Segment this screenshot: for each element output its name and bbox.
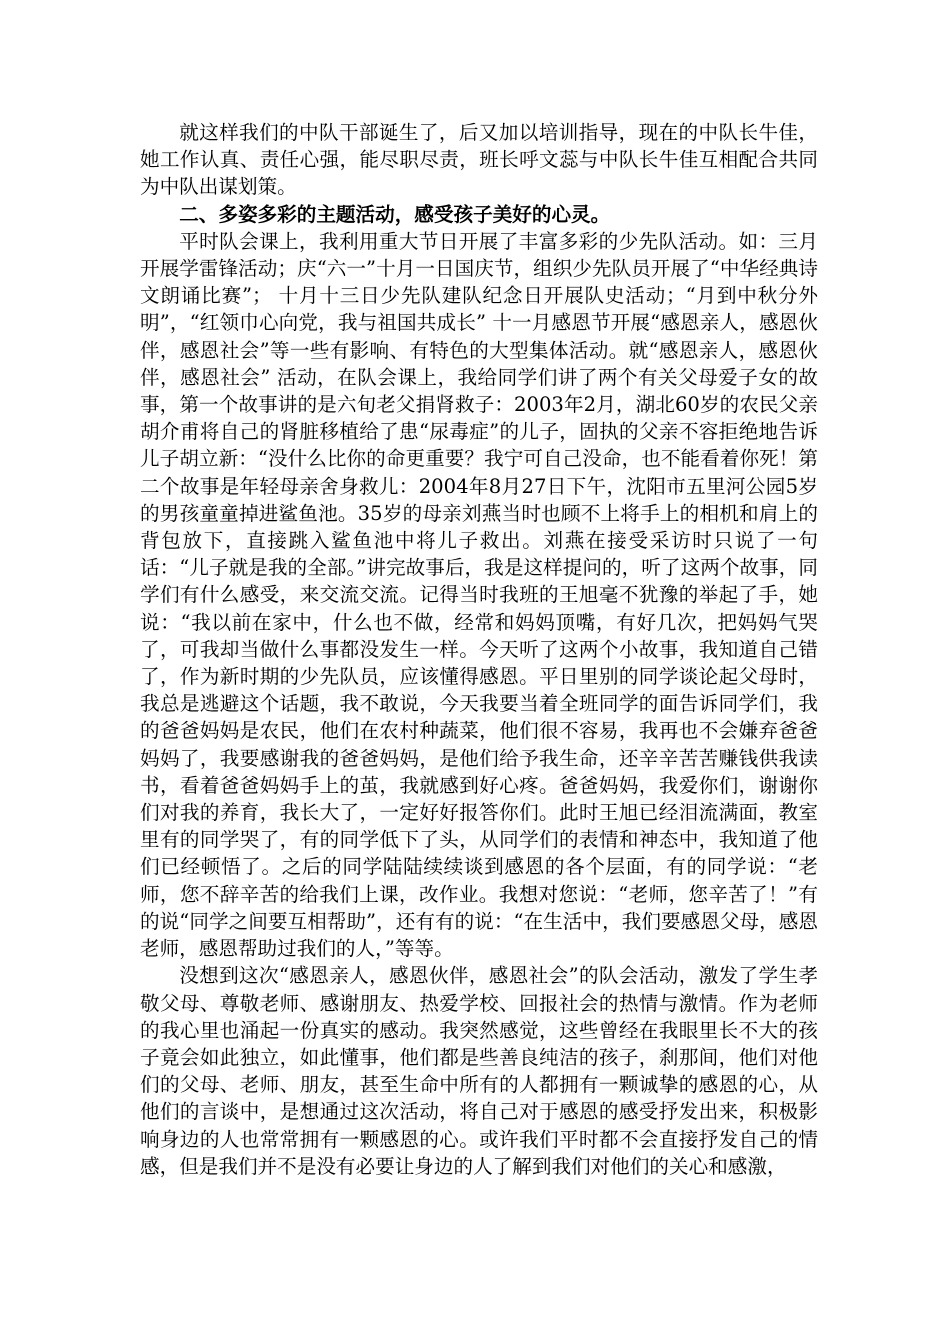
paragraph-activities: 平时队会课上，我利用重大节日开展了丰富多彩的少先队活动。如：三月开展学雷锋活动；庆“六一”十月一日国庆节，组织少先队员开展了“中华经典诗文朗诵比赛”； 十月十三日少先队建队纪念日开展队史活动；“月到中秋分外明”，“红领巾心向党，我与祖国共成长” 十一月感恩节开展“感恩亲人，感恩伙伴，感恩社会”等一些有影响、有特色的大型集体活动。就“感恩亲人，感恩伙伴，感恩社会” 活动，在队会课上，我给同学们讲了两个有关父母爱子女的故事，第一个故事讲的是六旬老父捐肾救子：2003年2月，湖北60岁的农民父亲胡介甫将自己的肾脏移植给了患“尿毒症”的儿子，固执的父亲不容拒绝地告诉儿子胡立新：“没什么比你的命更重要？我宁可自己没命，也不能看着你死！第二个故事是年轻母亲舍身救儿：2004年8月27日下午，沈阳市五里河公园5岁的男孩童童掉进鲨鱼池。35岁的母亲刘燕当时也顾不上将手上的相机和肩上的背包放下，直接跳入鲨鱼池中将儿子救出。刘燕在接受采访时只说了一句话：“儿子就是我的全部。”讲完故事后，我是这样提问的，听了这两个故事，同学们有什么感受，来交流交流。记得当时我班的王旭毫不犹豫的举起了手，她说：“我以前在家中，什么也不做，经常和妈妈顶嘴，有好几次，把妈妈气哭了，可我却当做什么事都没发生一样。今天听了这两个小故事，我知道自己错了，作为新时期的少先队员，应该懂得感恩。平日里别的同学谈论起父母时，我总是逃避这个话题，我不敢说，今天我要当着全班同学的面告诉同学们，我的爸爸妈妈是农民，他们在农村种蔬菜，他们很不容易，我再也不会嫌弃爸爸妈妈了，我要感谢我的爸爸妈妈，是他们给予我生命，还辛辛苦苦赚钱供我读书，看着爸爸妈妈手上的茧，我就感到好心疼。爸爸妈妈，我爱你们，谢谢你们对我的养育，我长大了，一定好好报答你们。此时王旭已经泪流满面，教室里有的同学哭了，有的同学低下了头，从同学们的表情和神态中，我知道了他们已经顿悟了。之后的同学陆陆续续谈到感恩的各个层面，有的同学说：“老师，您不辞辛苦的给我们上课，改作业。我想对您说：“老师，您辛苦了！”有的说“同学之间要互相帮助”，还有有的说：“在生活中，我们要感恩父母，感恩老师，感恩帮助过我们的人，”等等。 xyxy=(140,229,818,961)
paragraph-reflection: 没想到这次“感恩亲人，感恩伙伴，感恩社会”的队会活动，激发了学生孝敬父母、尊敬老师、感谢朋友、热爱学校、回报社会的热情与激情。作为老师的我心里也涌起一份真实的感动。我突然感觉，这些曾经在我眼里长不大的孩子竟会如此独立，如此懂事，他们都是些善良纯洁的孩子，刹那间，他们对他们的父母、老师、朋友，甚至生命中所有的人都拥有一颗诚挚的感恩的心，从他们的言谈中，是想通过这次活动，将自己对于感恩的感受抒发出来，积极影响身边的人也常常拥有一颗感恩的心。或许我们平时都不会直接抒发自己的情感，但是我们并不是没有必要让身边的人了解到我们对他们的关心和感激， xyxy=(140,964,818,1178)
document-body xyxy=(140,119,818,1180)
paragraph-cadre-training: 就这样我们的中队干部诞生了，后又加以培训指导，现在的中队长牛佳，她工作认真、责任心强，能尽职尽责，班长呼文蕊与中队长牛佳互相配合共同为中队出谋划策。 xyxy=(140,121,818,199)
section-heading: 二、多姿多彩的主题活动，感受孩子美好的心灵。 xyxy=(179,202,611,226)
